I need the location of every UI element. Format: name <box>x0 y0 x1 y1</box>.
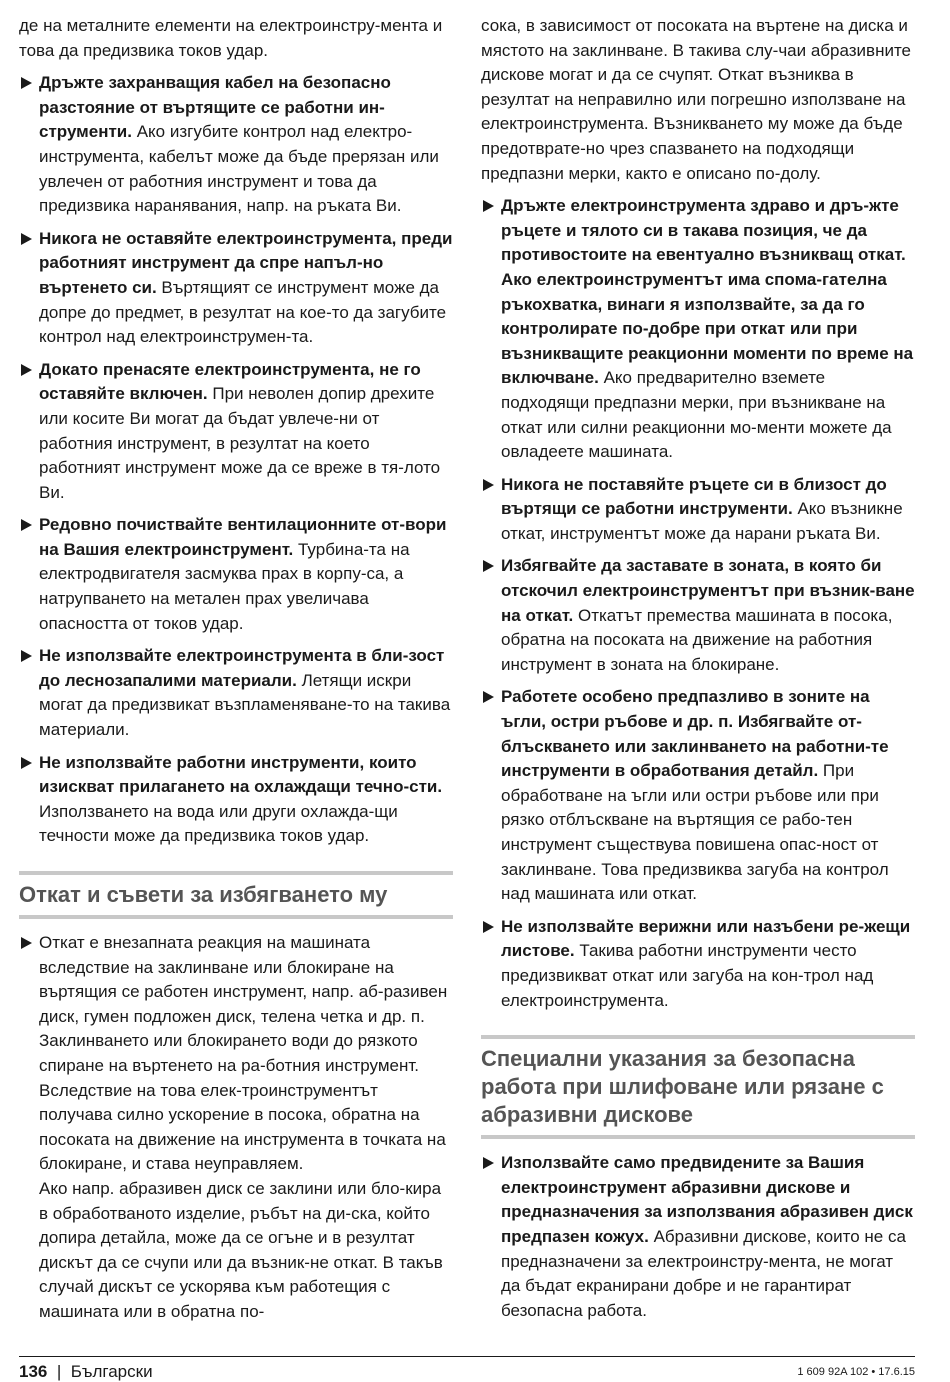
bullet-triangle-icon <box>483 560 494 572</box>
list-item-text <box>39 751 453 849</box>
list-item <box>481 194 915 465</box>
list-item-bold: Дръжте захранващия кабел на безопасно разстояние от въртящите се работни ин-струменти. <box>39 73 391 142</box>
list-item <box>481 1151 915 1323</box>
list-item-bold: Не използвайте работни инструменти, които изискват прилагането на охлаждащи течно-сти. <box>39 752 443 797</box>
list-item-text <box>39 71 453 219</box>
list-item-plain: Летящи искри могат да предизвикат възпламеняване-то на такива материали. <box>39 670 451 740</box>
bullet-triangle-icon <box>483 479 494 491</box>
list-item-plain: При неволен допир дрехите или косите Ви могат да бъдат увлече-ни от работния инструмент, в резултат на което работният инструмент може да се вреже в тя-лото Ви. <box>39 384 441 502</box>
section-heading-abrasive <box>481 1035 915 1139</box>
list-item-plain: Абразивни дискове, които не са предназначени за електроинстру-мента, не могат да бъдат екранирани добре и не гарантират безопасна работа. <box>501 1226 906 1320</box>
list-item-plain: Ако изгубите контрол над електро-инструмента, кабелът може да бъде прерязан или увлечен от работния инструмент и това да предизвика наранявания, напр. на ръката Ви. <box>39 122 439 216</box>
bullet-triangle-icon <box>21 937 32 949</box>
list-item-text <box>39 358 453 506</box>
list-item-plain: Ако предварително вземете подходящи предпазни мерки, при възникване на откат или силни реакционни мо-менти можете да овладеете машината. <box>501 368 892 462</box>
list-item-text <box>39 227 453 350</box>
list-item <box>19 71 453 219</box>
list-item <box>481 915 915 1013</box>
document-code: 1 609 92A 102 • 17.6.15 <box>797 1366 915 1378</box>
list-item-text <box>501 1151 915 1323</box>
list-item-plain: Такива работни инструменти често предизвикват откат или загуба на кон-трол над електроинструмента. <box>501 941 874 1010</box>
list-item <box>19 931 453 1325</box>
list-item-bold: Никога не поставяйте ръцете си в близост до въртящи се работни инструменти. <box>501 474 887 519</box>
right-column <box>481 14 915 1331</box>
list-item <box>19 644 453 742</box>
list-item <box>19 751 453 849</box>
left-safety-list <box>19 71 453 849</box>
kickback-description: Откат е внезапната реакция на машината вследствие на заклинване или блокиране на въртящия се работен инструмент, напр. аб-разивен диск, гумен подложен диск, телена четка и др. п. Заклинването или блокирането води до рязкото спиране на въртенето на ра-ботния инструмент. Вследствие на това елек-троинструментът получава силно ускорение в посока, обратна на посоката на движение на инструмента в точката на блокиране, и става неуправляем. <box>39 933 448 1174</box>
right-intro-text: сока, в зависимост от посоката на въртене на диска и мястото на заклинване. В такива слу-чаи абразивните дискове могат и да се счупят. Откат възниква в резултат на неправилно или погрешно използване на електроинструмента. Възникването му може да бъде предотврате-но чрез спазването на подходящи предпазни мерки, както е описано по-долу. <box>481 16 912 183</box>
section-heading-kickback-title: Откат и съвети за избягването му <box>19 882 388 907</box>
list-item <box>19 358 453 506</box>
bullet-triangle-icon <box>21 233 32 245</box>
left-column <box>19 14 453 1333</box>
bullet-triangle-icon <box>21 650 32 662</box>
list-item-text <box>501 194 915 465</box>
list-item-text <box>501 473 915 547</box>
list-item-bold: Не използвайте електроинструмента в бли-зост до леснозапалими материали. <box>39 646 445 690</box>
list-item-plain: Турбина-та на електродвигателя засмуква прах в корпу-са, а натрупването на метален прах увеличава опасността от токов удар. <box>39 539 410 633</box>
bullet-triangle-icon <box>483 921 494 933</box>
bullet-triangle-icon <box>21 77 32 89</box>
section-heading-abrasive-title: Специални указания за безопасна работа при шлифоване или рязане с абразивни дискове <box>481 1046 884 1128</box>
list-item-text <box>501 915 915 1013</box>
bullet-triangle-icon <box>21 757 32 769</box>
page-number: 136 <box>19 1362 48 1381</box>
list-item-plain: При обработване на ъгли или остри ръбове или при рязко отблъскване на въртящия се рабо-тен инструмент съществува повишена опас-ност от заклинване. Това предизвиква загуба на контрол над машината или откат. <box>501 761 889 904</box>
list-item-text <box>501 685 915 906</box>
right-safety-list <box>481 194 915 1013</box>
bullet-triangle-icon <box>483 1157 494 1169</box>
list-item-bold: Избягвайте да заставате в зоната, в която би отскочил електроинструментът при възник-ване на откат. <box>501 556 915 625</box>
bullet-triangle-icon <box>483 691 494 703</box>
list-item-text <box>501 554 915 677</box>
bullet-triangle-icon <box>21 519 32 531</box>
list-item <box>19 513 453 636</box>
list-item <box>481 473 915 547</box>
page-footer <box>19 1356 915 1381</box>
list-item-bold: Не използвайте верижни или назъбени ре-жещи листове. <box>501 916 911 961</box>
list-item-bold: Работете особено предпазливо в зоните на ъгли, остри ръбове и др. п. Избягвайте от-блъскването или заклинването на работни-те инструменти в обработвания детайл. <box>501 687 889 781</box>
list-item <box>19 227 453 350</box>
list-item-bold: Използвайте само предвидените за Вашия електроинструмент абразивни дискове и предназначения за използвания абразивен диск предпазен кожух. <box>501 1153 913 1246</box>
list-item-text <box>39 513 453 636</box>
footer-separator: | <box>56 1362 62 1381</box>
list-item-plain: Откатът премества машината в посока, обратна на посоката на движение на работния инструмент в зоната на блокиране. <box>501 605 893 674</box>
list-item-plain: Въртящият се инструмент може да допре до предмет, в резултат на кое-то да загубите контрол над електроинструмен-та. <box>39 277 447 347</box>
list-item-bold: Редовно почиствайте вентилационните от-вори на Вашия електроинструмент. <box>39 515 447 559</box>
right-abrasive-list <box>481 1151 915 1323</box>
list-item-plain: Ако възникне откат, инструментът може да нарани ръката Ви. <box>501 499 903 543</box>
bullet-triangle-icon <box>21 364 32 376</box>
list-item <box>481 554 915 677</box>
section-heading-kickback <box>19 871 453 919</box>
left-intro-text: де на металните елементи на електроинстру-мента и това да предизвика токов удар. <box>19 16 443 60</box>
list-item-bold: Докато пренасяте електроинструмента, не го оставяйте включен. <box>39 359 421 404</box>
list-item-plain: Използването на вода или други охлажда-щи течности може да предизвика токов удар. <box>39 801 398 846</box>
list-item-bold: Дръжте електроинструмента здраво и дръ-жте ръцете и тялото си в такава позиция, че да противостоите на евентуално възникващ откат. Ако електроинструментът има спома-гателна ръкохватка, винаги я използвайте, за да го контролирате по-добре при откат или при възникващите реакционни моменти по време на включване. <box>501 196 914 388</box>
bullet-triangle-icon <box>483 200 494 212</box>
kickback-continuation: Ако напр. абразивен диск се заклини или бло-кира в обработваното изделие, ръбът на ди-ска, който допира детайла, може да се огъне и в резултат дискът да се счупи или да възник-не откат. В такъв случай дискът се ускорява към работещия с машината или в обратна по- <box>39 1178 443 1321</box>
list-item <box>481 685 915 906</box>
footer-page-info <box>19 1362 153 1382</box>
list-item-text <box>39 644 453 742</box>
footer-language: Български <box>70 1362 153 1381</box>
list-item-bold: Никога не оставяйте електроинструмента, преди работният инструмент да спре напъл-но въртенето си. <box>39 228 453 297</box>
